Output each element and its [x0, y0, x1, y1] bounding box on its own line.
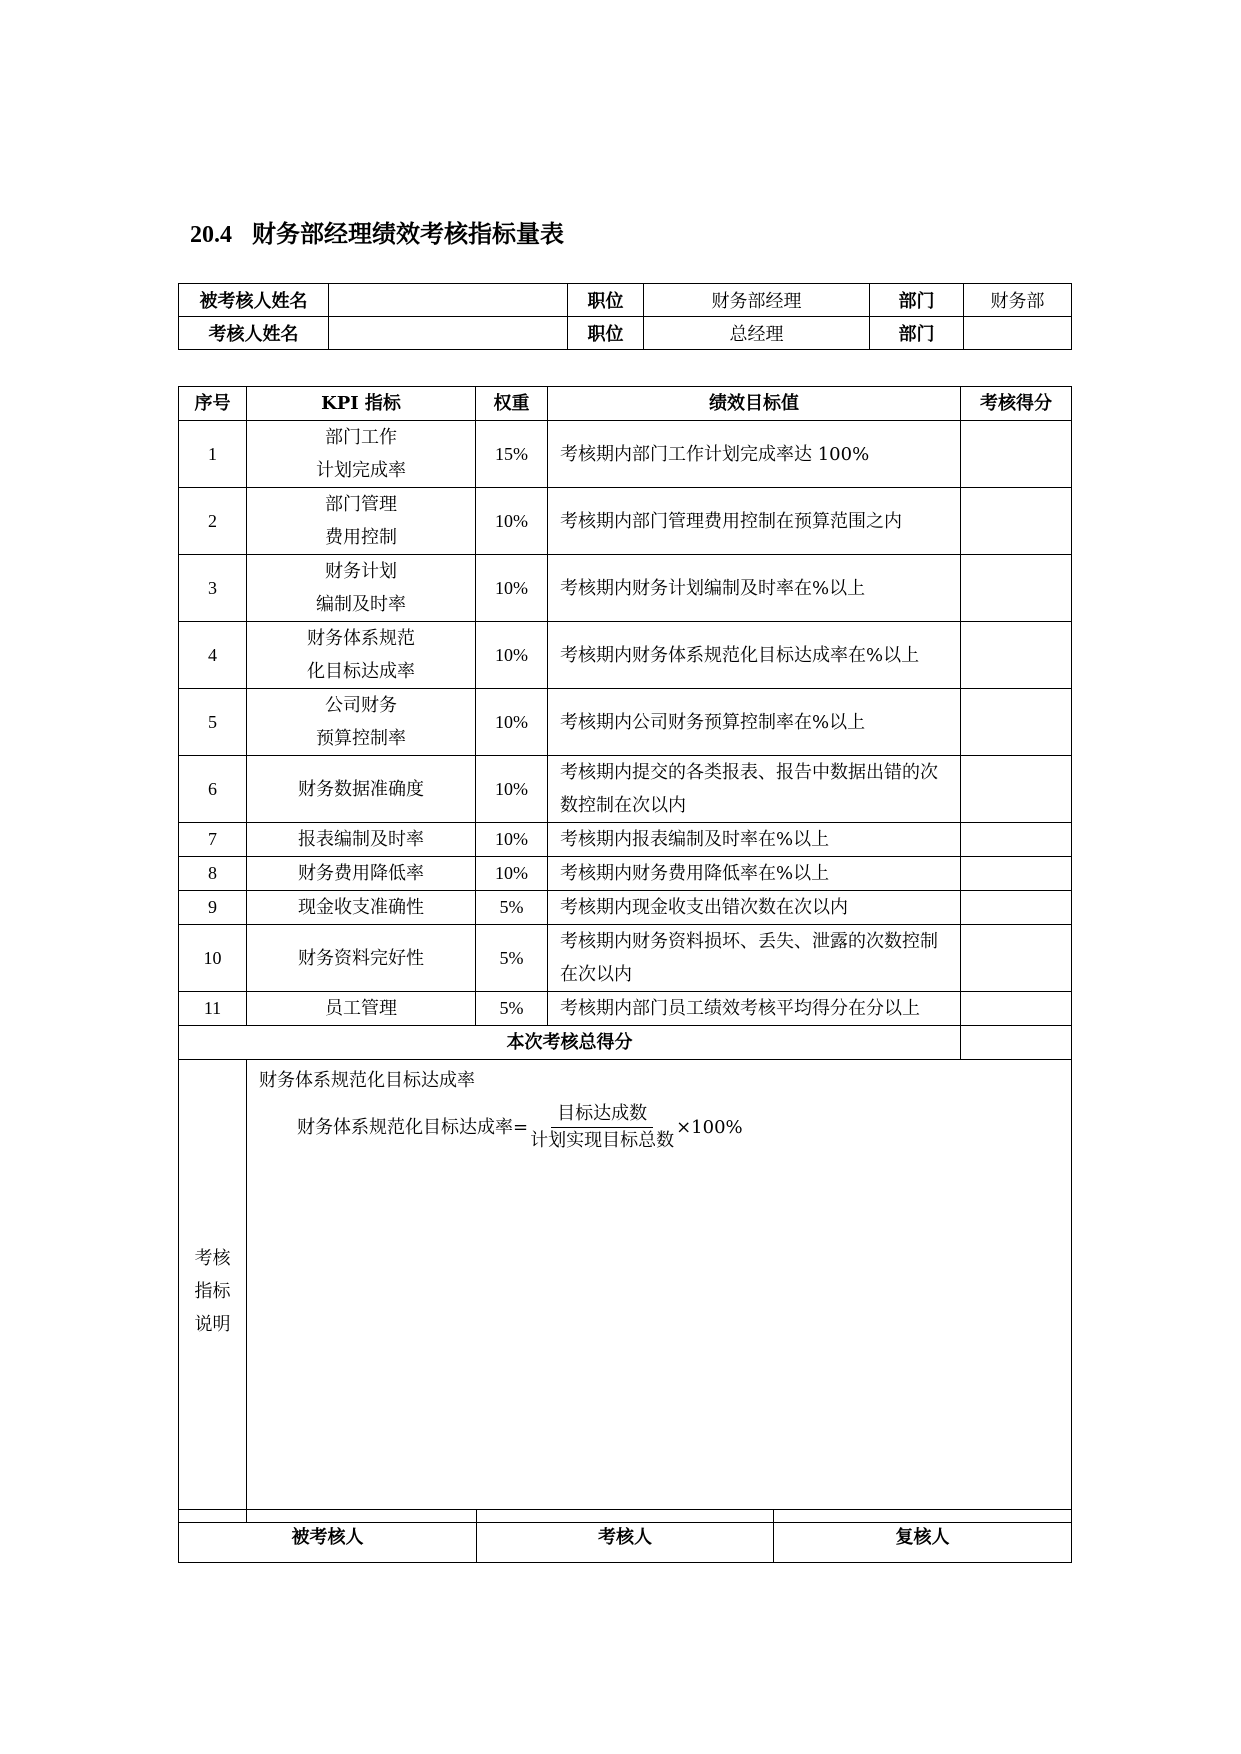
assessee-signature[interactable]: 被考核人 [179, 1510, 477, 1563]
kpi-line-2: 编制及时率 [316, 594, 406, 615]
assessee-position-label: 职位 [568, 284, 644, 317]
kpi-table [178, 386, 1072, 1523]
row-score[interactable] [961, 421, 1072, 488]
assessor-position-label: 职位 [568, 317, 644, 350]
table-row [179, 421, 1072, 488]
row-score[interactable] [961, 488, 1072, 555]
total-label: 本次考核总得分 [179, 1026, 961, 1060]
title-text: 财务部经理绩效考核指标量表 [252, 219, 564, 248]
row-score[interactable] [961, 823, 1072, 857]
row-seq: 11 [179, 992, 247, 1026]
row-seq: 7 [179, 823, 247, 857]
row-target [548, 421, 961, 488]
row-weight: 5% [476, 891, 548, 925]
formula-suffix: ×100% [676, 1117, 743, 1138]
table-row [179, 756, 1072, 823]
total-score-cell[interactable] [961, 1026, 1072, 1060]
row-weight: 5% [476, 925, 548, 992]
row-weight: 10% [476, 756, 548, 823]
formula-numerator: 目标达成数 [551, 1101, 653, 1128]
kpi-line-1: 财务体系规范 [307, 628, 415, 649]
row-kpi: 现金收支准确性 [247, 891, 476, 925]
row-seq: 1 [179, 421, 247, 488]
title-number: 20.4 [190, 222, 232, 248]
target-line-1: 考核期内提交的各类报表、报告中数据出错的次 [560, 762, 938, 783]
formula-fraction [530, 1101, 674, 1154]
kpi-line-2: 费用控制 [325, 527, 397, 548]
row-kpi [247, 756, 476, 823]
row-weight: 10% [476, 488, 548, 555]
signature-row [179, 1510, 1072, 1563]
row-target [548, 756, 961, 823]
row-weight: 10% [476, 622, 548, 689]
notes-heading: 财务体系规范化目标达成率 [259, 1070, 475, 1091]
assessor-name-field[interactable] [329, 317, 568, 350]
header-weight: 权重 [476, 387, 548, 421]
target-line-2: 数控制在次以内 [560, 795, 686, 816]
header-seq: 序号 [179, 387, 247, 421]
page-title [190, 216, 564, 253]
notes-row [179, 1060, 1072, 1523]
notes-label-line: 考核 [194, 1247, 231, 1269]
row-weight: 15% [476, 421, 548, 488]
notes-body [247, 1060, 1072, 1523]
signature-table [178, 1509, 1072, 1563]
row-score[interactable] [961, 992, 1072, 1026]
row-seq: 2 [179, 488, 247, 555]
reviewer-signature[interactable]: 复核人 [774, 1510, 1072, 1563]
assessor-dept-label: 部门 [870, 317, 964, 350]
row-seq: 9 [179, 891, 247, 925]
formula-lhs: 财务体系规范化目标达成率= [297, 1117, 529, 1138]
assessee-name-field[interactable] [329, 284, 568, 317]
row-kpi [247, 488, 476, 555]
notes-label-line: 说明 [194, 1313, 231, 1335]
row-seq: 8 [179, 857, 247, 891]
header-kpi: KPI 指标 [247, 387, 476, 421]
table-row [179, 555, 1072, 622]
table-row [179, 823, 1072, 857]
row-kpi: 报表编制及时率 [247, 823, 476, 857]
row-weight: 10% [476, 857, 548, 891]
assessor-position-value[interactable]: 总经理 [644, 317, 870, 350]
row-seq: 10 [179, 925, 247, 992]
assessor-name-label: 考核人姓名 [179, 317, 329, 350]
row-seq: 6 [179, 756, 247, 823]
header-score: 考核得分 [961, 387, 1072, 421]
assessee-dept-value[interactable]: 财务部 [964, 284, 1072, 317]
target-line-1: 考核期内财务计划编制及时率在%以上 [560, 577, 866, 599]
header-target: 绩效目标值 [548, 387, 961, 421]
kpi-header-row [179, 387, 1072, 421]
row-weight: 10% [476, 823, 548, 857]
row-target: 考核期内报表编制及时率在%以上 [548, 823, 961, 857]
target-line-1: 考核期内部门工作计划完成率达 100% [560, 443, 870, 465]
row-weight: 10% [476, 555, 548, 622]
row-seq: 3 [179, 555, 247, 622]
total-row [179, 1026, 1072, 1060]
row-target: 考核期内财务费用降低率在%以上 [548, 857, 961, 891]
row-target: 考核期内部门员工绩效考核平均得分在分以上 [548, 992, 961, 1026]
kpi-line-2: 计划完成率 [316, 460, 406, 481]
row-kpi: 员工管理 [247, 992, 476, 1026]
formula-denominator: 计划实现目标总数 [530, 1130, 675, 1151]
target-line-1: 考核期内部门管理费用控制在预算范围之内 [560, 510, 902, 532]
notes-label-line: 指标 [194, 1280, 231, 1302]
row-target [548, 622, 961, 689]
assessee-name-label: 被考核人姓名 [179, 284, 329, 317]
row-score[interactable] [961, 925, 1072, 992]
row-score[interactable] [961, 689, 1072, 756]
row-kpi [247, 421, 476, 488]
info-row-assessor [179, 317, 1072, 350]
assessor-dept-value[interactable] [964, 317, 1072, 350]
kpi-line-1: 财务数据准确度 [298, 778, 424, 800]
row-target: 考核期内现金收支出错次数在次以内 [548, 891, 961, 925]
row-seq: 5 [179, 689, 247, 756]
row-kpi: 财务费用降低率 [247, 857, 476, 891]
row-score[interactable] [961, 555, 1072, 622]
target-line-2: 在次以内 [560, 964, 632, 985]
row-kpi [247, 689, 476, 756]
row-target [548, 689, 961, 756]
notes-label [179, 1060, 247, 1523]
table-row [179, 857, 1072, 891]
formula [259, 1101, 1071, 1154]
table-row [179, 992, 1072, 1026]
target-line-1: 考核期内财务资料损坏、丢失、泄露的次数控制 [560, 931, 938, 952]
assessee-dept-label: 部门 [870, 284, 964, 317]
row-weight: 5% [476, 992, 548, 1026]
table-row [179, 622, 1072, 689]
kpi-line-1: 财务计划 [325, 561, 397, 582]
row-target [548, 925, 961, 992]
target-line-1: 考核期内公司财务预算控制率在%以上 [560, 711, 866, 733]
row-kpi: 财务资料完好性 [247, 925, 476, 992]
assessee-position-value[interactable]: 财务部经理 [644, 284, 870, 317]
row-weight: 10% [476, 689, 548, 756]
row-score[interactable] [961, 622, 1072, 689]
row-score[interactable] [961, 756, 1072, 823]
kpi-line-1: 部门工作 [325, 427, 397, 448]
kpi-line-1: 公司财务 [325, 695, 397, 716]
kpi-line-1: 部门管理 [325, 494, 397, 515]
row-score[interactable] [961, 891, 1072, 925]
row-kpi [247, 555, 476, 622]
row-target [548, 555, 961, 622]
row-seq: 4 [179, 622, 247, 689]
row-kpi [247, 622, 476, 689]
target-line-1: 考核期内财务体系规范化目标达成率在%以上 [560, 644, 920, 666]
row-score[interactable] [961, 857, 1072, 891]
info-row-assessee [179, 284, 1072, 317]
assessor-signature[interactable]: 考核人 [477, 1510, 774, 1563]
table-row [179, 689, 1072, 756]
table-row [179, 891, 1072, 925]
kpi-line-2: 预算控制率 [316, 728, 406, 749]
table-row [179, 488, 1072, 555]
table-row [179, 925, 1072, 992]
info-table [178, 283, 1072, 350]
kpi-line-2: 化目标达成率 [307, 661, 415, 682]
row-target [548, 488, 961, 555]
